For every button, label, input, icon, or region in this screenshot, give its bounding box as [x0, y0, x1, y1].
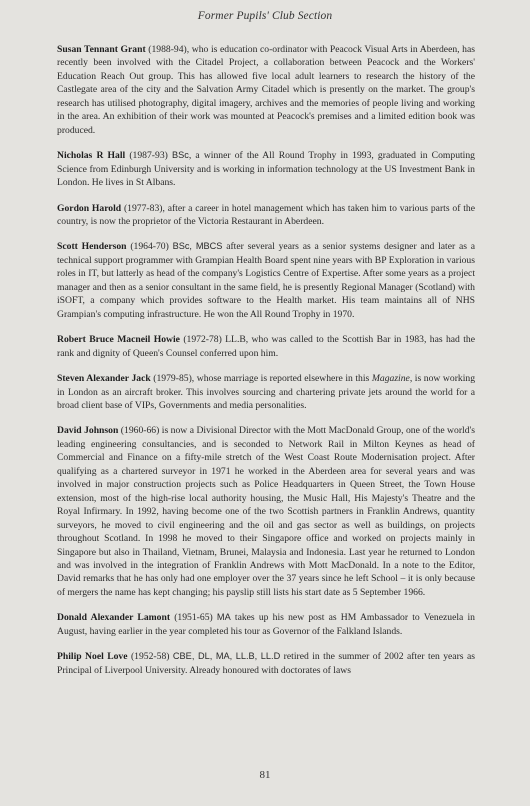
alumni-entry — [57, 240, 475, 321]
alumni-entry — [57, 372, 475, 412]
entry-text: (1964-70) — [126, 241, 173, 253]
alumni-name: Nicholas R Hall — [57, 150, 126, 162]
entry-text: , a winner of the All Round Trophy in 1993, graduated in Computing Science from Edinburgh University and is working in information technology at the US Investment Bank in London. He lives in St Albans. — [57, 150, 475, 189]
alumni-entry — [57, 149, 475, 189]
alumni-name: Robert Bruce Macneil Howie — [57, 334, 180, 346]
alumni-name: Donald Alexander Lamont — [57, 612, 171, 624]
entry-text: retired in the summer of 2002 after ten years as Principal of Liverpool University. Already honoured with doctorates of laws — [57, 651, 475, 676]
alumni-name: Scott Henderson — [57, 241, 127, 253]
entry-text: , is now working in London as an aircraft broker. This involves sourcing and chartering private jets around the world for a broad client base of VIPs, Governments and media personalities. — [57, 373, 476, 411]
qualifications: BSc, MBCS — [172, 241, 223, 252]
entry-text: takes up his new post as HM Ambassador to Venezuela in August, having earlier in the year completed his tour as Governor of the Falkland Islands. — [57, 612, 475, 637]
alumni-name: David Johnson — [57, 425, 119, 437]
entry-text: (1952-58) — [127, 651, 173, 663]
entry-text: (1977-83), after a career in hotel management which has taken him to various parts of the country, is now the proprietor of the Victoria Restaurant in Aberdeen. — [57, 202, 475, 227]
qualifications: CBE, DL, MA, LL.B, LL.D — [172, 651, 281, 662]
alumni-entry — [57, 43, 475, 137]
entries-list — [57, 43, 475, 689]
alumni-name: Gordon Harold — [57, 202, 122, 214]
alumni-entry — [57, 611, 475, 638]
alumni-name: Philip Noel Love — [57, 651, 128, 663]
entry-text: (1972-78) LL.B, who was called to the Scottish Bar in 1983, has had the rank and dignity of Queen's Counsel conferred upon him. — [57, 334, 476, 359]
entry-text: after several years as a senior systems designer and later as a technical support programmer with Grampian Health Board spent nine years with BP Exploration in various roles in IT, but latterly as head of the company's Logistics Centre of Expertise. After some years as a project manager and then as a senior consultant in the same field, he is presently Regional Manager (Scotland) with iSOFT, a company which provides software to the Health market. His team maintains all of NHS Grampian's computing infrastructure. He won the All Round Trophy in 1970. — [57, 241, 475, 320]
italic-text: Magazine — [371, 373, 410, 385]
running-header: Former Pupils' Club Section — [197, 10, 333, 22]
alumni-name: Susan Tennant Grant — [57, 44, 146, 55]
entry-text: (1988-94), who is education co-ordinator with Peacock Visual Arts in Aberdeen, has recently been involved with the Citadel Project, a collaboration between Peacock and the Workers' Education Reach Out group. This has allowed five local adult learners to research the history of the Castlegate area of the city and the Salvation Army Citadel which is presently on the market. The group's research has utilised photography, digital imagery, archives and the memories of people living and working in the area. An exhibition of their work was mounted at Peacock's premises and a limited edition book was produced. — [57, 44, 475, 136]
entry-text: (1987-93) — [125, 150, 172, 162]
entry-text: (1960-66) is now a Divisional Director with the Mott MacDonald Group, one of the world's leading engineering consultancies, and is seconded to Network Rail in Milton Keynes as head of Commercial and Finance on a fifty-mile stretch of the West Coast Route Modernisation project. After qualifying as a chartered surveyor in 1971 he worked in the Aberdeen area for several years and was involved in major construction projects such as Police Headquarters in Queen Street, the Town House extension, most of the high-rise local authority housing, the Music Hall, His Majesty's Theatre and the Royal Infirmary. In 1992, having become one of the two Scottish partners in Franklin Andrews, quantity surveyors, he moved to civil engineering and the oil and gas sector as well as buildings, on projects throughout Scotland. In 1998 he moved to their Singapore office and worked on projects mainly in Singapore but also in Thailand, Vietnam, Brunei, Malaysia and Indonesia. Last year he returned to London and was involved in the integration of Franklin Andrews with Mott MacDonald. In a note to the Editor, David remarks that he has only had one employer over the 37 years since he left School – it is only because of mergers the name has kept changing; his payslip still lists his start date as 5 September 1966. — [57, 425, 475, 598]
qualifications: BSc — [172, 150, 189, 161]
page-number: 81 — [259, 769, 271, 781]
entry-text: (1951-65) — [170, 612, 217, 624]
alumni-entry — [57, 333, 475, 360]
alumni-entry — [57, 650, 475, 677]
entry-text: (1979-85), whose marriage is reported elsewhere in this — [150, 373, 372, 385]
alumni-entry — [57, 202, 475, 229]
qualifications: MA — [216, 612, 231, 623]
alumni-entry — [57, 424, 475, 599]
alumni-name: Steven Alexander Jack — [57, 373, 151, 385]
